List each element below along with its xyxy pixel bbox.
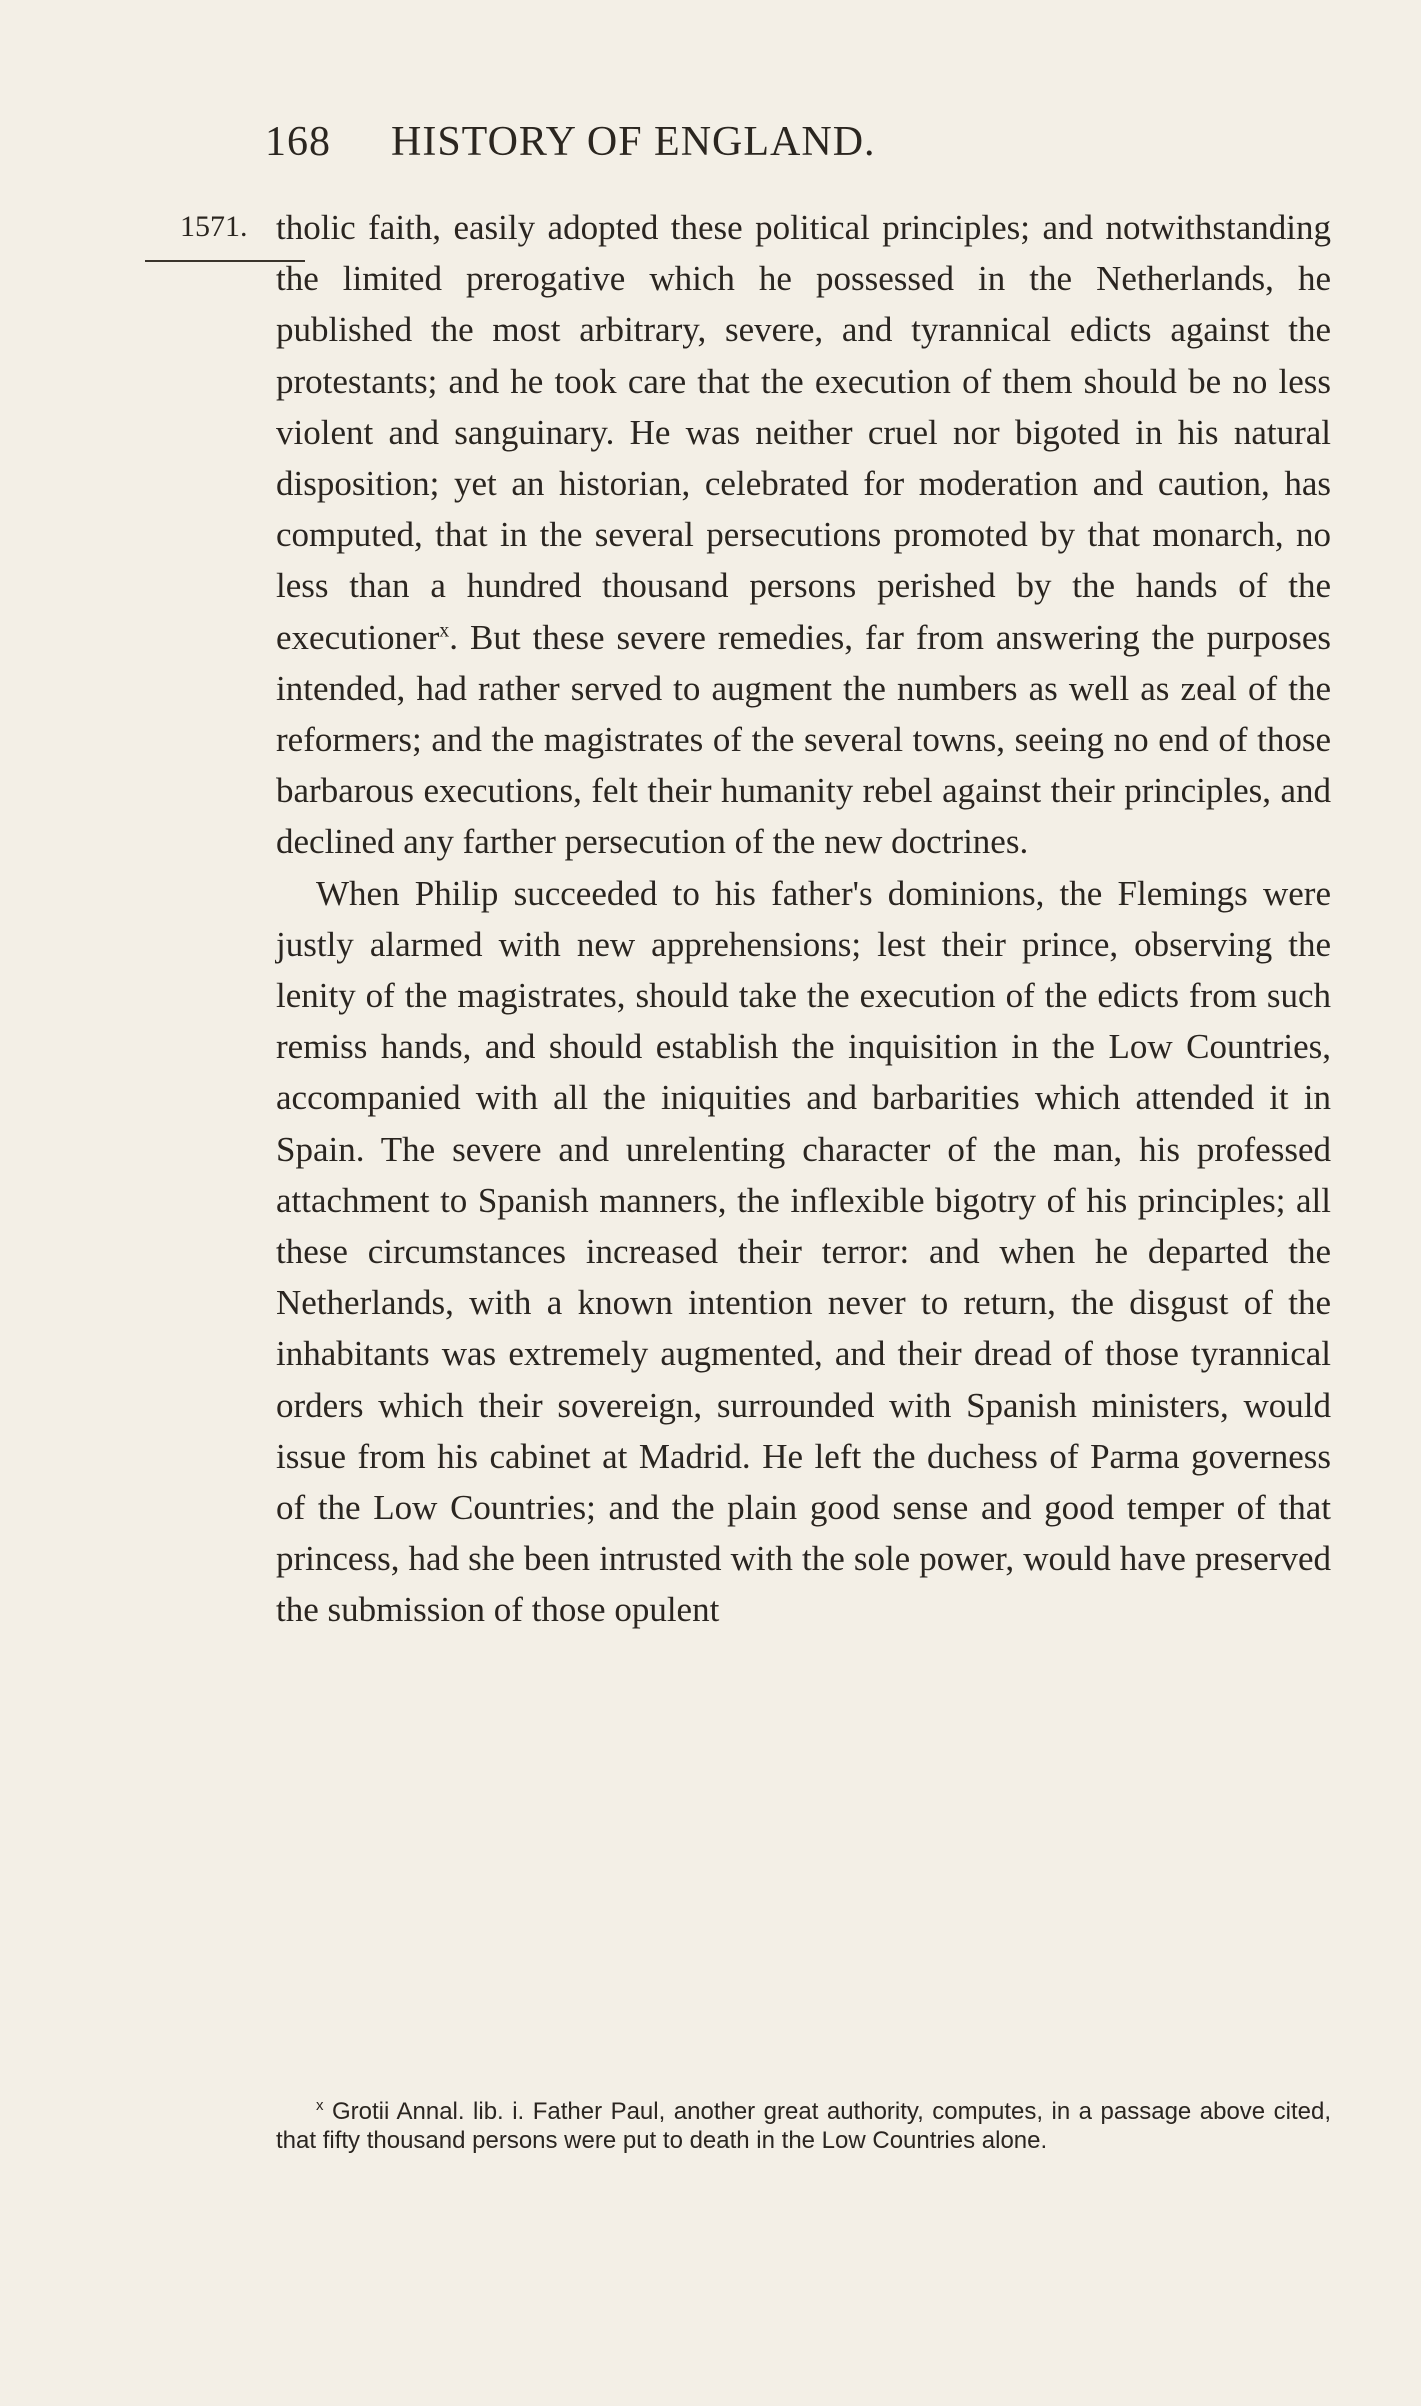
- footnote-reference: x: [439, 618, 450, 641]
- footnote: [276, 2098, 1331, 2155]
- footnote-text: Grotii Annal. lib. i. Father Paul, another great authority, computes, in a passage above cited, that fifty thousand persons were put to death in the Low Countries alone.: [276, 2098, 1331, 2154]
- footnote-mark: x: [316, 2097, 324, 2114]
- paragraph-1: [276, 202, 1331, 868]
- running-title: HISTORY OF ENGLAND.: [391, 119, 876, 165]
- body-text: [276, 202, 1331, 1636]
- footnote-paragraph: [276, 2098, 1331, 2155]
- paragraph-1-text-b: . But these severe remedies, far from answering the purposes intended, had rather served to augment the numbers as well as zeal of the reformers; and the magistrates of the several towns, seeing no end of those barbarous executions, felt their humanity rebel against their principles, and declined any farther persecution of the new doctrines.: [276, 617, 1331, 862]
- margin-year-note: 1571.: [180, 210, 248, 243]
- paragraph-1-text-a: tholic faith, easily adopted these political principles; and notwithstanding the limited prerogative which he possessed in the Netherlands, he published the most arbitrary, severe, and tyrannical edicts against the protestants; and he took care that the execution of them should be no less violent and sanguinary. He was neither cruel nor bigoted in his natural disposition; yet an historian, celebrated for moderation and caution, has computed, that in the several persecutions promoted by that monarch, no less than a hundred thousand persons perished by the hands of the executioner: [276, 208, 1331, 657]
- paragraph-2: When Philip succeeded to his father's dominions, the Flemings were justly alarmed with new apprehensions; lest their prince, observing the lenity of the magistrates, should take the execution of the edicts from such remiss hands, and should establish the inquisition in the Low Countries, accompanied with all the iniquities and barbarities which attended it in Spain. The severe and unrelenting character of the man, his professed attachment to Spanish manners, the inflexible bigotry of his principles; all these circumstances increased their terror: and when he departed the Netherlands, with a known intention never to return, the disgust of the inhabitants was extremely augmented, and their dread of those tyrannical orders which their sovereign, surrounded with Spanish ministers, would issue from his cabinet at Madrid. He left the duchess of Parma governess of the Low Countries; and the plain good sense and good temper of that princess, had she been intrusted with the sole power, would have preserved the submission of those opulent: [276, 873, 1331, 1630]
- running-header: [265, 118, 876, 166]
- page-number: 168: [265, 119, 331, 165]
